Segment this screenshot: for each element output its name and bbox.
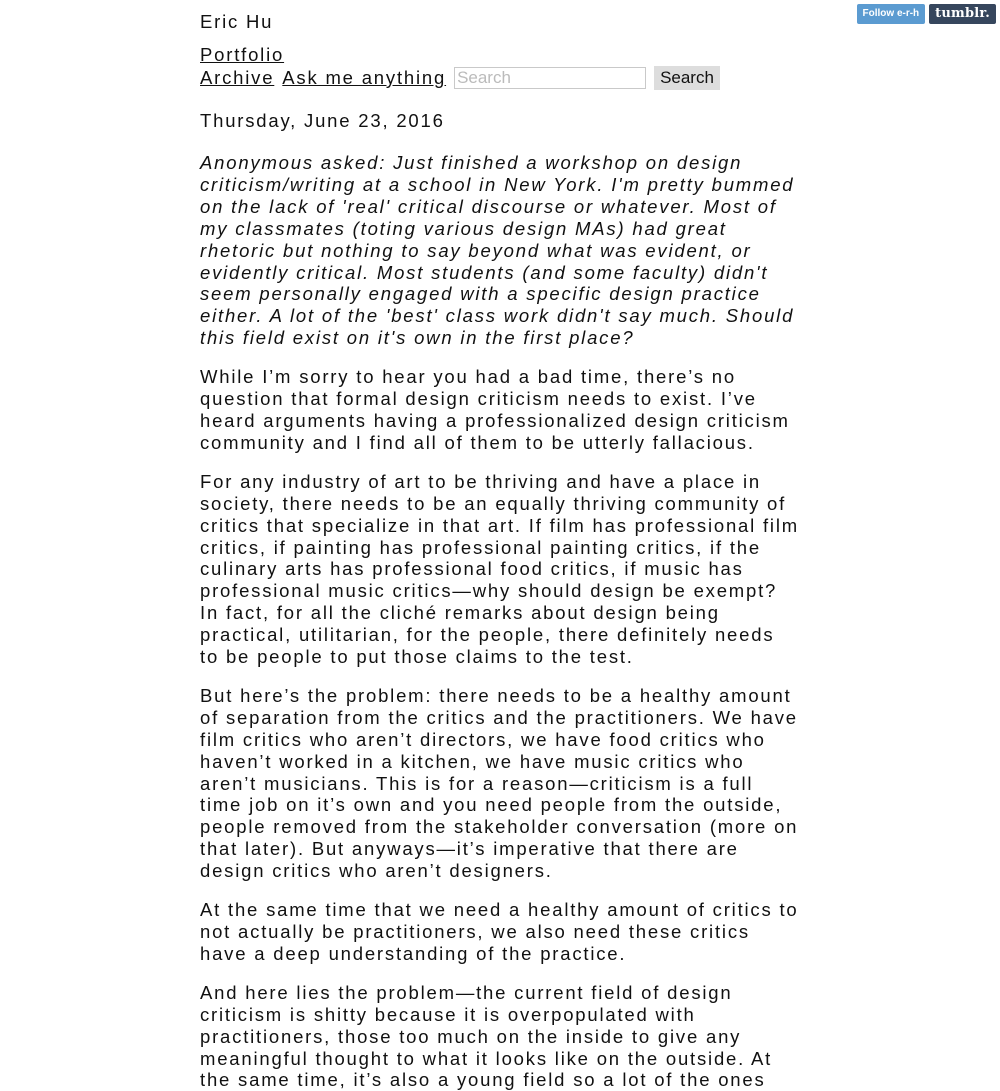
post-paragraph: But here’s the problem: there needs to be a healthy amount of separation from the critics and the practitioners. We have film critics who aren’t directors, we have food critics who haven’t worked in a kitchen, we have music critics who aren’t musicians. This is for a reason—criticism is a full time job on it’s own and you need people from the outside, people removed from the stakeholder conversation (more on that later). But anyways—it’s imperative that there are design critics who aren’t designers. bbox=[200, 684, 799, 882]
nav-ask-link[interactable]: Ask me anything bbox=[282, 67, 447, 88]
nav-portfolio-link[interactable]: Portfolio bbox=[200, 44, 285, 65]
search-input[interactable] bbox=[454, 67, 646, 89]
post-date: Thursday, June 23, 2016 bbox=[200, 110, 445, 131]
blog-title: Eric Hu bbox=[200, 11, 274, 32]
post-paragraph: And here lies the problem—the current field of design criticism is shitty because it is overpopulated with practitioners, those too much on the inside to give any meaningful thought to what it looks like on the outside. At the same time, it’s also a young field so a lot of the ones bbox=[200, 981, 773, 1091]
post-paragraph: While I’m sorry to hear you had a bad time, there’s no question that formal design criticism needs to exist. I’ve heard arguments having a professionalized design criticism community and I find all of them to be utterly fallacious. bbox=[200, 366, 790, 453]
blog-container bbox=[200, 10, 800, 1091]
search-button[interactable]: Search bbox=[654, 66, 720, 90]
follow-button[interactable]: Follow e-r-h bbox=[857, 4, 926, 24]
post-paragraph: For any industry of art to be thriving and have a place in society, there needs to be an equally thriving community of critics that specialize in that art. If film has professional film critics, if painting has professional painting critics, if the culinary arts has professional food critics, if music has professional music critics—why should design be exempt? In fact, for all the cliché remarks about design being practical, utilitarian, for the people, there definitely needs to be people to put those claims to the test. bbox=[200, 470, 799, 668]
nav-archive-link[interactable]: Archive bbox=[200, 67, 275, 88]
ask-question: Anonymous asked: Just finished a workshop on design criticism/writing at a school in New York. I'm pretty bummed on the lack of 'real' critical discourse or whatever. Most of my classmates (toting various design MAs) had great rhetoric but nothing to say beyond what was evident, or evidently critical. Most students (and some faculty) didn't seem personally engaged with a specific design practice either. A lot of the 'best' class work didn't say much. Should this field exist on it's own in the first place? bbox=[200, 152, 795, 349]
tumblr-logo[interactable]: tumblr. bbox=[929, 4, 996, 24]
post-paragraph: At the same time that we need a healthy amount of critics to not actually be practitioners, we also need these critics have a deep understanding of the practice. bbox=[200, 899, 799, 964]
tumblr-controls bbox=[857, 4, 997, 24]
nav bbox=[200, 44, 800, 90]
